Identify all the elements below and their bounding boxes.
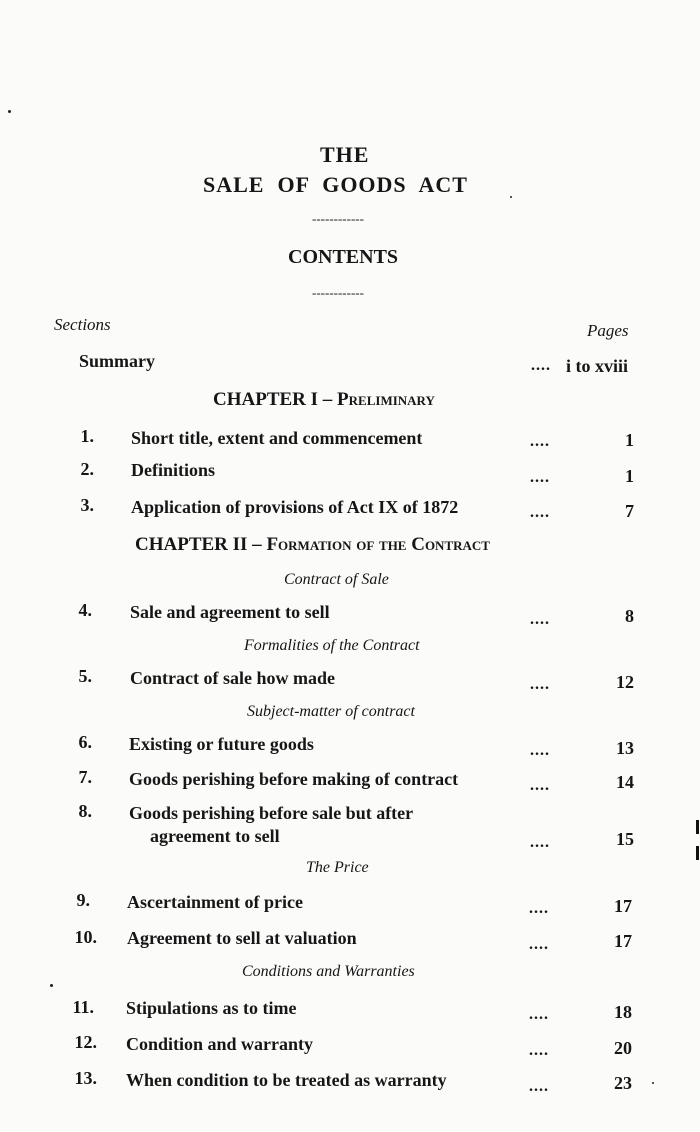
entry-number: 4. [78,600,92,620]
subheading-subject-matter: Subject-matter of contract [247,703,415,720]
entry-dots: .... [530,504,550,521]
entry-dots: .... [530,611,550,628]
entry-number: 9. [76,890,90,910]
entry-dots: .... [530,433,550,450]
entry-number: 8. [78,801,92,821]
entry-page: 17 [614,931,632,951]
entry-page: 15 [616,829,634,849]
chapter-2-heading [135,535,490,554]
entry-number: 5. [78,666,92,686]
subheading-price: The Price [306,859,369,876]
chapter-2-number: CHAPTER II – [135,534,267,555]
contents-heading: CONTENTS [288,246,399,268]
entry-title: Goods perishing before making of contract [129,769,459,789]
entry-number: 10. [74,927,97,947]
chapter-1-heading [213,390,435,409]
entry-title: Contract of sale how made [130,668,335,688]
entry-page: 20 [614,1038,632,1058]
entry-page: 18 [614,1002,632,1022]
entry-title: Short title, extent and commencement [131,428,423,448]
entry-number: 1. [80,426,94,446]
entry-title: When condition to be treated as warranty [126,1070,447,1090]
entry-page: 8 [625,606,634,626]
entry-dots: .... [529,900,549,917]
entry-page: 23 [614,1073,632,1093]
entry-number: 3. [80,495,94,515]
entry-page: 1 [625,430,634,450]
entry-dots: .... [529,1042,549,1059]
subheading-contract-of-sale: Contract of Sale [284,571,389,588]
scan-speck [50,984,53,987]
entry-title: Definitions [131,460,216,480]
entry-title: Agreement to sell at valuation [127,928,357,948]
entry-dots: .... [529,1006,549,1023]
chapter-2-title: Formation of the Contract [266,534,490,555]
subheading-formalities: Formalities of the Contract [244,637,420,654]
summary-pages: i to xviii [566,356,628,376]
entry-page: 12 [616,672,634,692]
subheading-conditions: Conditions and Warranties [242,963,415,980]
page-edge-mark [696,820,699,834]
entry-page: 17 [614,896,632,916]
entry-dots: .... [529,936,549,953]
entry-dots: .... [530,777,550,794]
summary-label: Summary [79,351,155,371]
entry-title: Stipulations as to time [126,998,297,1018]
scan-speck [652,1082,654,1084]
entry-title: Application of provisions of Act IX of 1872 [131,497,459,517]
summary-dots: .... [531,357,551,374]
entry-title-continued: agreement to sell [150,826,280,846]
entry-title: Existing or future goods [129,734,314,754]
chapter-1-number: CHAPTER I – [213,389,338,410]
entry-number: 11. [72,997,94,1017]
title-line-1: THE [320,142,370,167]
separator-2: ------------ [312,285,364,300]
entry-dots: .... [530,469,550,486]
entry-page: 7 [625,501,634,521]
title-line-2: SALE OF GOODS ACT [203,172,468,197]
entry-number: 6. [78,732,92,752]
entry-number: 7. [78,767,92,787]
entry-dots: .... [530,676,550,693]
entry-dots: .... [529,1078,549,1095]
scan-speck [510,196,512,198]
entry-dots: .... [530,742,550,759]
entry-page: 14 [616,772,634,792]
entry-page: 1 [625,466,634,486]
pages-label: Pages [587,321,629,340]
entry-title: Ascertainment of price [127,892,303,912]
scan-speck [8,110,11,113]
entry-number: 2. [80,459,94,479]
entry-number: 12. [74,1032,97,1052]
entry-dots: .... [530,834,550,851]
entry-page: 13 [616,738,634,758]
page-edge-mark [696,846,699,860]
entry-title: Condition and warranty [126,1034,314,1054]
entry-title: Sale and agreement to sell [130,602,330,622]
separator-1: ------------ [312,211,364,226]
entry-number: 13. [74,1068,97,1088]
sections-label: Sections [54,315,111,334]
entry-title: Goods perishing before sale but after [129,803,414,823]
chapter-1-title: Preliminary [337,389,435,410]
